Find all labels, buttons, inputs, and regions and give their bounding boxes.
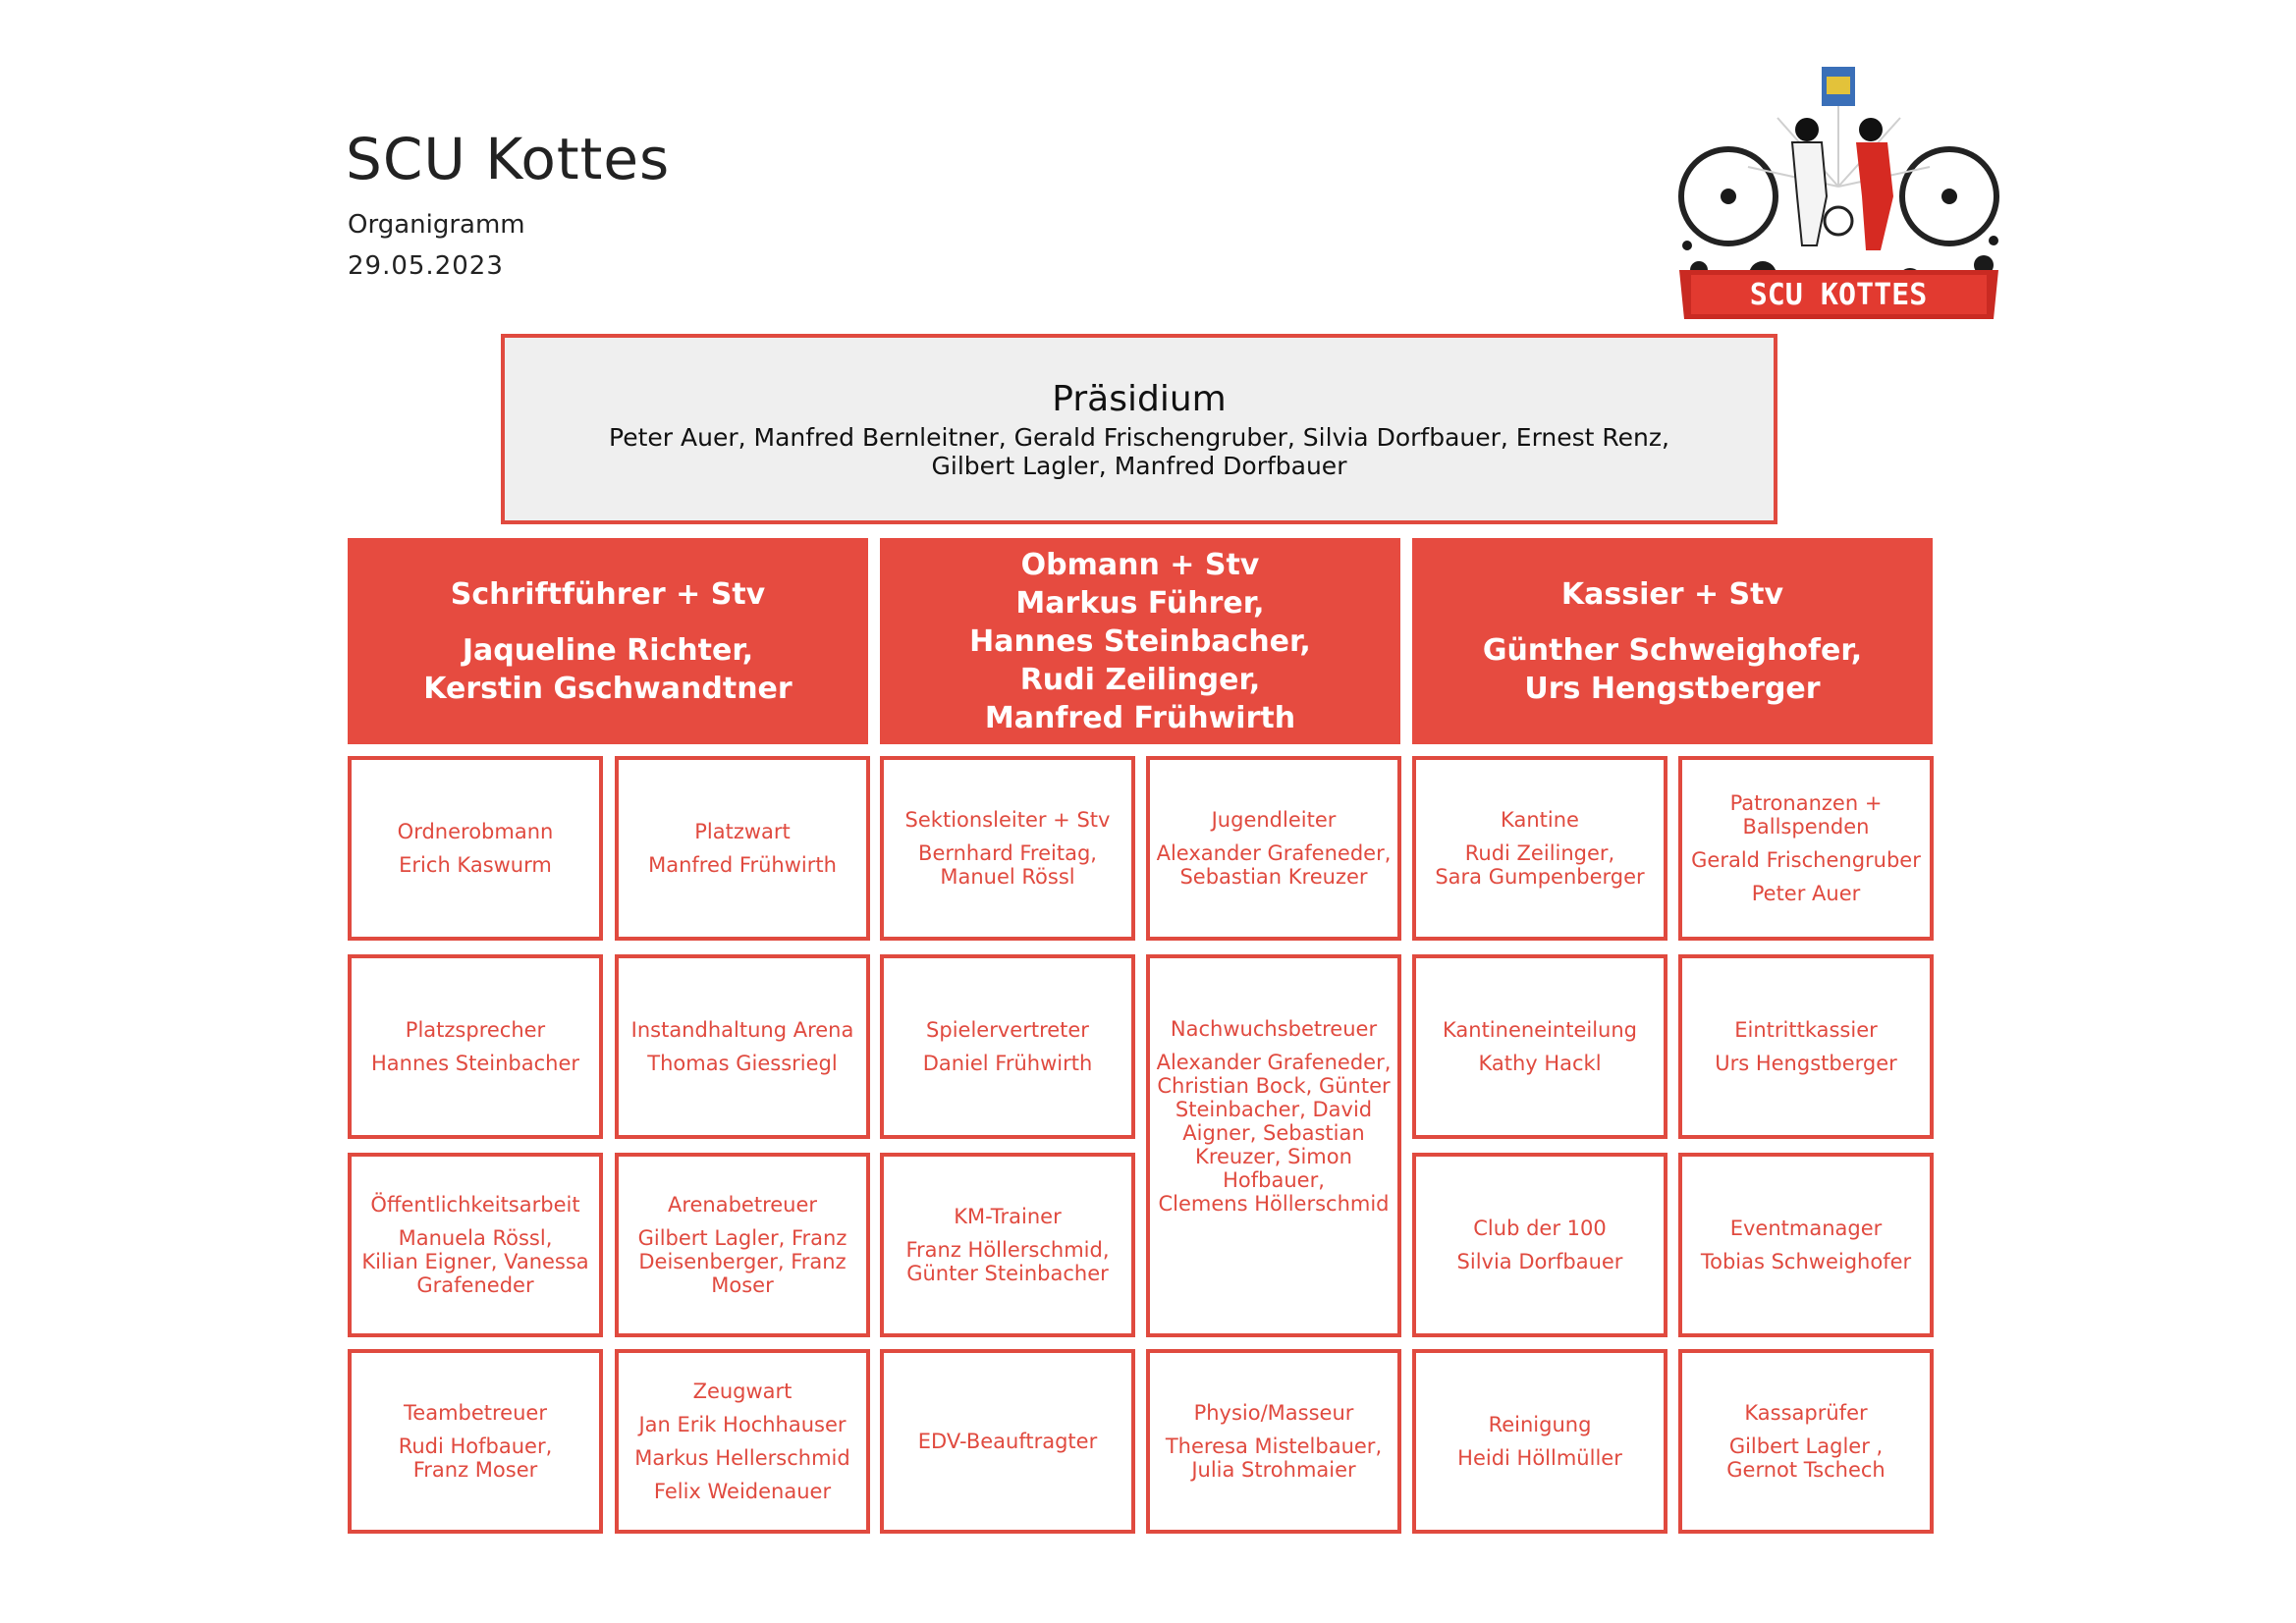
role-box-sektionsleiter xyxy=(880,756,1135,941)
head-member: Kerstin Gschwandtner xyxy=(423,671,793,706)
role-box-instandhaltung xyxy=(615,954,870,1139)
role-title: Reinigung xyxy=(1488,1413,1592,1436)
role-member: Theresa Mistelbauer, xyxy=(1165,1434,1383,1458)
role-member: Alexander Grafeneder, xyxy=(1156,841,1392,865)
role-box-km-trainer xyxy=(880,1153,1135,1337)
role-member: Kathy Hackl xyxy=(1478,1052,1602,1075)
role-member: Sebastian Kreuzer xyxy=(1179,865,1368,889)
head-member: Markus Führer, xyxy=(1015,585,1265,621)
role-title: Jugendleiter xyxy=(1211,808,1337,832)
role-member: Franz Höllerschmid, xyxy=(905,1238,1110,1262)
head-title: Kassier + Stv xyxy=(1560,576,1784,612)
role-title: Kantine xyxy=(1501,808,1579,832)
role-box-eintrittkassier xyxy=(1678,954,1934,1139)
role-member: Julia Strohmaier xyxy=(1191,1458,1356,1482)
role-box-arenabetreuer xyxy=(615,1153,870,1337)
role-box-jugendleiter xyxy=(1146,756,1401,941)
role-member: Franz Moser xyxy=(412,1458,538,1482)
praesidium-members-line2: Gilbert Lagler, Manfred Dorfbauer xyxy=(931,451,1347,480)
logo-players xyxy=(1792,118,1893,250)
role-member: Gilbert Lagler, Franz xyxy=(637,1226,847,1250)
role-member: Hannes Steinbacher xyxy=(370,1052,580,1075)
role-title: Club der 100 xyxy=(1473,1217,1607,1240)
head-schriftfuehrer xyxy=(348,538,868,744)
head-kassier xyxy=(1412,538,1933,744)
logo-rays xyxy=(1748,98,1930,187)
head-member: Günther Schweighofer, xyxy=(1482,632,1863,668)
role-member: Manuela Rössl, xyxy=(398,1226,553,1250)
head-member: Jaqueline Richter, xyxy=(462,632,754,668)
role-title: Teambetreuer xyxy=(404,1401,547,1425)
head-member: Manfred Frühwirth xyxy=(984,700,1296,735)
role-member: Aigner, Sebastian xyxy=(1182,1121,1365,1145)
role-member: Urs Hengstberger xyxy=(1715,1052,1897,1075)
role-title: Physio/Masseur xyxy=(1193,1401,1354,1425)
page-subtitle: Organigramm xyxy=(348,210,525,240)
role-box-nachwuchsbetreuer xyxy=(1146,954,1401,1337)
page-date: 29.05.2023 xyxy=(348,251,504,281)
role-title: Öffentlichkeitsarbeit xyxy=(370,1193,580,1217)
role-member: Silvia Dorfbauer xyxy=(1456,1250,1623,1273)
club-logo xyxy=(1669,59,2008,353)
role-title-line2: Ballspenden xyxy=(1742,815,1870,839)
page-title: SCU Kottes xyxy=(346,126,671,192)
role-title: Platzwart xyxy=(694,820,791,843)
role-title: Eventmanager xyxy=(1729,1217,1883,1240)
role-member: Kreuzer, Simon Hofbauer, xyxy=(1195,1145,1352,1192)
role-box-oeffentlichkeitsarbeit xyxy=(348,1153,603,1337)
head-title: Obmann + Stv xyxy=(1020,547,1260,582)
role-box-physio xyxy=(1146,1349,1401,1534)
role-member: Gilbert Lagler , xyxy=(1728,1434,1884,1458)
role-member: Manuel Rössl xyxy=(940,865,1075,889)
role-member: Rudi Zeilinger, xyxy=(1464,841,1615,865)
role-title: Instandhaltung Arena xyxy=(630,1018,854,1042)
role-box-reinigung xyxy=(1412,1349,1667,1534)
role-box-club-der-100 xyxy=(1412,1153,1667,1337)
role-member: Deisenberger, Franz xyxy=(638,1250,847,1273)
role-title: Kassaprüfer xyxy=(1744,1401,1868,1425)
role-box-zeugwart xyxy=(615,1349,870,1534)
praesidium-box xyxy=(501,334,1777,524)
role-box-kantine xyxy=(1412,756,1667,941)
role-title: Sektionsleiter + Stv xyxy=(904,808,1111,832)
head-title: Schriftführer + Stv xyxy=(450,576,766,612)
role-title: Nachwuchsbetreuer xyxy=(1170,1017,1378,1041)
role-box-patronanzen xyxy=(1678,756,1934,941)
head-member: Hannes Steinbacher, xyxy=(969,623,1311,659)
role-box-platzwart xyxy=(615,756,870,941)
role-member: Steinbacher, David xyxy=(1175,1098,1373,1121)
role-box-kantineneinteilung xyxy=(1412,954,1667,1139)
role-title: Eintrittkassier xyxy=(1734,1018,1878,1042)
role-box-teambetreuer xyxy=(348,1349,603,1534)
head-obmann xyxy=(880,538,1400,744)
role-box-eventmanager xyxy=(1678,1153,1934,1337)
role-member: Kilian Eigner, Vanessa xyxy=(361,1250,589,1273)
role-member: Sara Gumpenberger xyxy=(1435,865,1645,889)
role-member: Thomas Giessriegl xyxy=(647,1052,838,1075)
role-member: Moser xyxy=(711,1273,774,1297)
role-member: Manfred Frühwirth xyxy=(648,853,837,877)
logo-crest xyxy=(1822,67,1855,106)
role-member: Heidi Höllmüller xyxy=(1457,1446,1622,1470)
role-box-platzsprecher xyxy=(348,954,603,1139)
role-member: Gernot Tschech xyxy=(1726,1458,1886,1482)
head-member: Urs Hengstberger xyxy=(1524,671,1821,706)
role-box-edv-beauftragter xyxy=(880,1349,1135,1534)
role-member: Grafeneder xyxy=(416,1273,534,1297)
logo-banner xyxy=(1679,270,1998,319)
role-member: Alexander Grafeneder, xyxy=(1156,1051,1392,1074)
role-member: Peter Auer xyxy=(1751,882,1861,905)
role-box-kassapruefer xyxy=(1678,1349,1934,1534)
head-member: Rudi Zeilinger, xyxy=(1019,662,1261,697)
praesidium-members-line1: Peter Auer, Manfred Bernleitner, Gerald Frischengruber, Silvia Dorfbauer, Ernest Renz, xyxy=(609,422,1669,452)
role-box-ordnerobmann xyxy=(348,756,603,941)
role-title: Zeugwart xyxy=(692,1380,793,1403)
logo-text: SCU KOTTES xyxy=(1749,278,1928,312)
role-member: Bernhard Freitag, xyxy=(918,841,1097,865)
role-member: Gerald Frischengruber xyxy=(1691,848,1921,872)
role-member: Jan Erik Hochhauser xyxy=(638,1413,847,1436)
role-title: Arenabetreuer xyxy=(667,1193,818,1217)
role-member: Clemens Höllerschmid xyxy=(1158,1192,1390,1216)
role-title: Ordnerobmann xyxy=(397,820,554,843)
role-member: Günter Steinbacher xyxy=(906,1262,1109,1285)
role-member: Markus Hellerschmid xyxy=(634,1446,850,1470)
role-member: Erich Kaswurm xyxy=(399,853,552,877)
role-member: Tobias Schweighofer xyxy=(1700,1250,1912,1273)
role-title: Platzsprecher xyxy=(405,1018,546,1042)
role-member: Christian Bock, Günter xyxy=(1157,1074,1391,1098)
role-member: Felix Weidenauer xyxy=(653,1480,832,1503)
role-box-spielervertreter xyxy=(880,954,1135,1139)
role-member: Rudi Hofbauer, xyxy=(398,1434,553,1458)
praesidium-title: Präsidium xyxy=(1052,378,1227,419)
role-title: Spielervertreter xyxy=(926,1018,1089,1042)
role-title: KM-Trainer xyxy=(954,1205,1062,1228)
role-title: Patronanzen + xyxy=(1729,791,1883,815)
role-member: Daniel Frühwirth xyxy=(922,1052,1093,1075)
role-title: EDV-Beauftragter xyxy=(917,1430,1098,1453)
role-title: Kantineneinteilung xyxy=(1442,1018,1638,1042)
